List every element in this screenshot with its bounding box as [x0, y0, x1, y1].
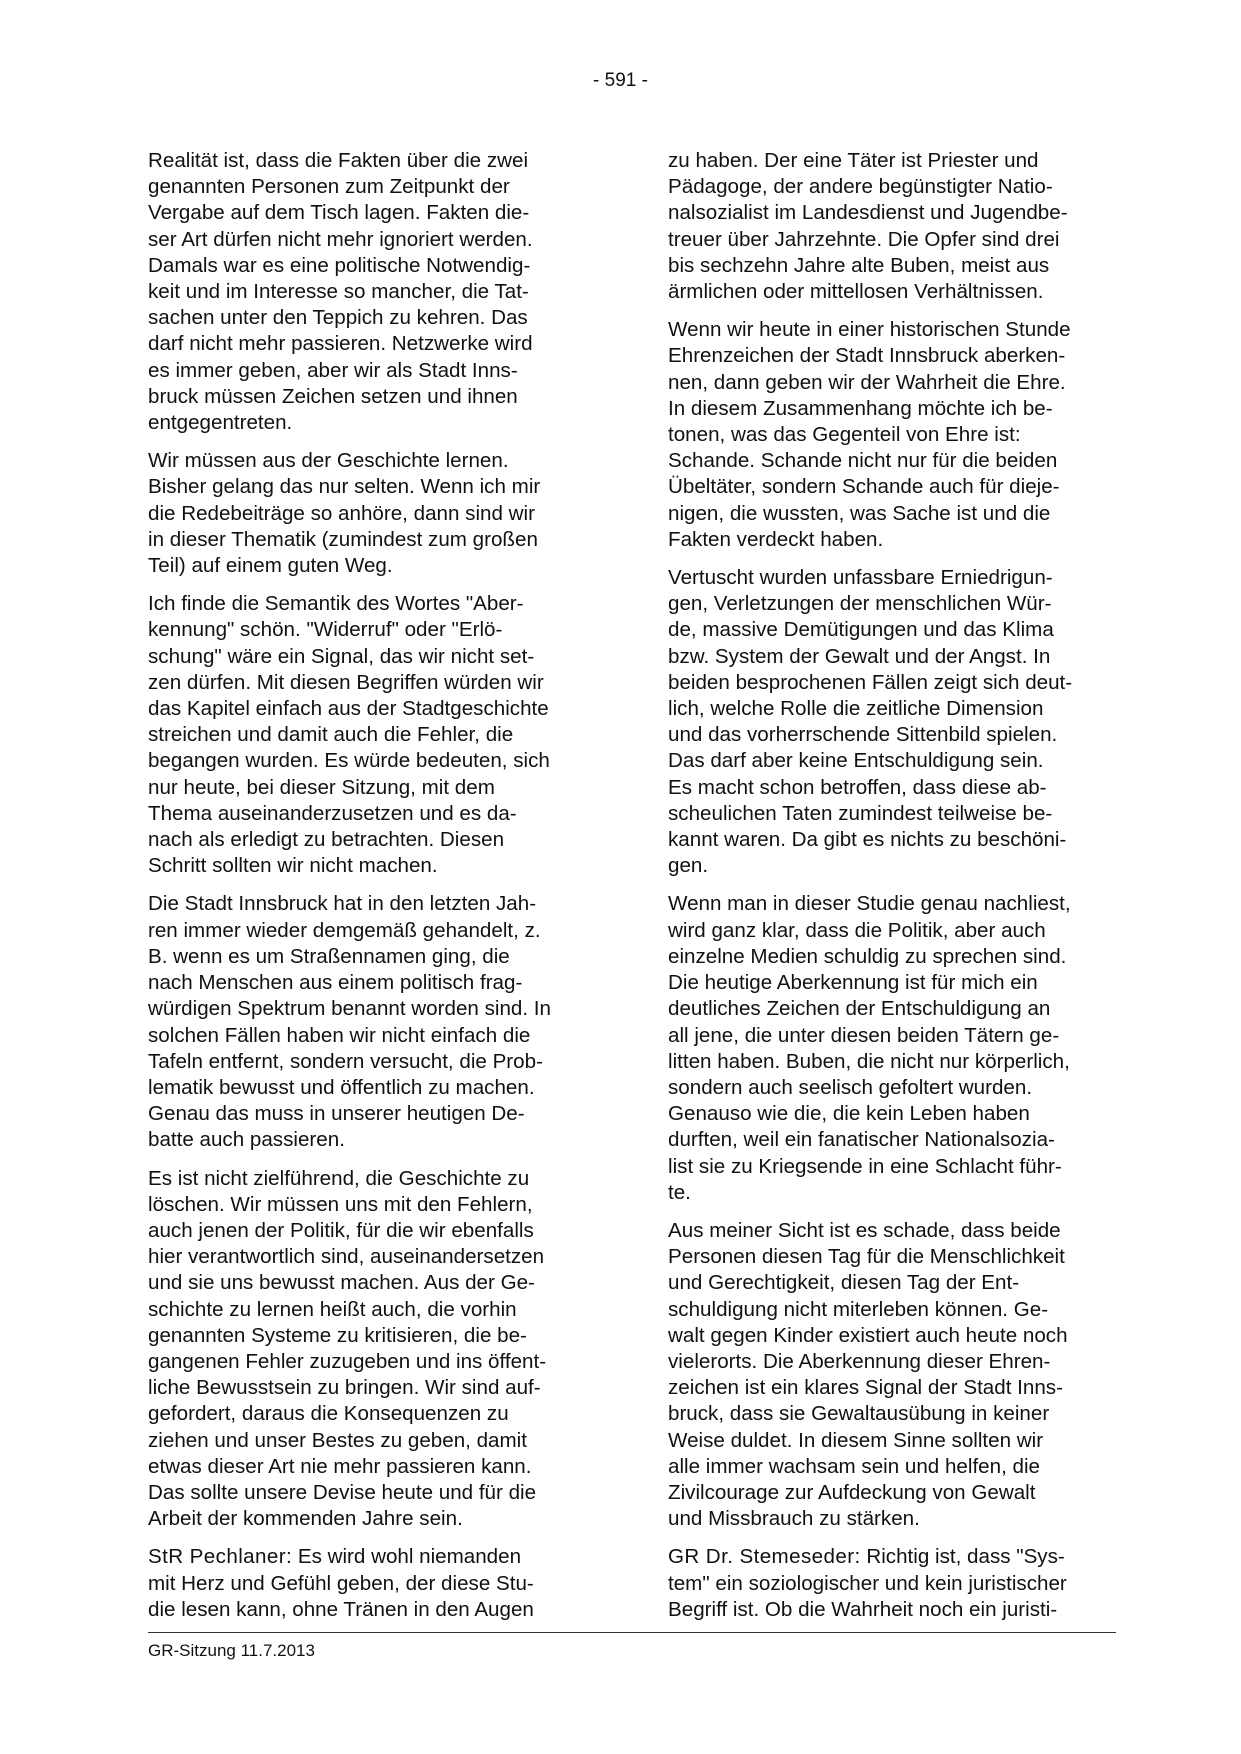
paragraph: Ich finde die Semantik des Wortes "Aber- kennung" schön. "Widerruf" oder "Erlö- schung" wäre ein Signal, das wir nicht set- zen dürfen. Mit diesen Begriffen würden wir das Kapitel einfach aus der Stadtgeschichte streichen und damit auch die Fehler, die begangen wurden. Es würde bedeuten, sich nur heute, bei dieser Sitzung, mit dem Thema auseinanderzusetzen und es da- nach als erledigt zu betrachten. Diesen Schritt sollten wir nicht machen. — [148, 592, 550, 878]
paragraph: Realität ist, dass die Fakten über die zwei genannten Personen zum Zeitpunkt der Vergabe auf dem Tisch lagen. Fakten die- ser Art dürfen nicht mehr ignoriert werden. Damals war es eine politische Notwendig- keit und im Interesse so mancher, die Tat- sachen unter den Teppich zu kehren. Das darf nicht mehr passieren. Netzwerke wird es immer geben, aber wir als Stadt Inns- bruck müssen Zeichen setzen und ihnen entgegentreten. — [148, 149, 533, 435]
page-number: - 591 - — [593, 70, 648, 91]
paragraph: zu haben. Der eine Täter ist Priester und Pädagoge, der andere begünstigter Natio- nalsozialist im Landesdienst und Jugendbe- treuer über Jahrzehnte. Die Opfer sind drei bis sechzehn Jahre alte Buben, meist aus ärmlichen oder mittellosen Verhältnissen. — [668, 149, 1068, 304]
right-column — [668, 148, 1128, 1635]
paragraph: Wir müssen aus der Geschichte lernen. Bisher gelang das nur selten. Wenn ich mir die Redebeiträge so anhöre, dann sind wir in dieser Thematik (zumindest zum großen Teil) auf einem guten Weg. — [148, 449, 541, 578]
left-column — [148, 148, 608, 1635]
speaker-name: GR Dr. Stemeseder: — [668, 1545, 861, 1569]
footer-session-date: GR-Sitzung 11.7.2013 — [148, 1641, 315, 1660]
speaker-text: Richtig ist, dass "Sys- tem" ein soziologischer und kein juristischer Begriff ist. Ob die Wahrheit noch ein juristi- — [668, 1545, 1067, 1621]
paragraph: Aus meiner Sicht ist es schade, dass beide Personen diesen Tag für die Menschlichkeit und Gerechtigkeit, diesen Tag der Ent- schuldigung nicht miterleben können. Ge- walt gegen Kinder existiert auch heute noch vielerorts. Die Aberkennung dieser Ehren- zeichen ist ein klares Signal der Stadt Inns- bruck, dass sie Gewaltausübung in keiner Weise duldet. In diesem Sinne sollten wir alle immer wachsam sein und helfen, die Zivilcourage zur Aufdeckung von Gewalt und Missbrauch zu stärken. — [668, 1218, 1068, 1531]
paragraph: Es ist nicht zielführend, die Geschichte zu löschen. Wir müssen uns mit den Fehlern, auch jenen der Politik, für die wir ebenfalls hier verantwortlich sind, auseinandersetzen und sie uns bewusst machen. Aus der Ge- schichte zu lernen heißt auch, die vorhin genannten Systeme zu kritisieren, die be- gangenen Fehler zuzugeben und ins öffent- liche Bewusstsein zu bringen. Wir sind auf- gefordert, daraus die Konsequenzen zu ziehen und unser Bestes zu geben, damit etwas dieser Art nie mehr passieren kann. Das sollte unsere Devise heute und für die Arbeit der kommenden Jahre sein. — [148, 1166, 547, 1531]
speaker-paragraph — [668, 1544, 1128, 1623]
paragraph: Die Stadt Innsbruck hat in den letzten Jah- ren immer wieder demgemäß gehandelt, z. B. wenn es um Straßennamen ging, die nach Menschen aus einem politisch frag- würdigen Spektrum benannt worden sind. In solchen Fällen haben wir nicht einfach die Tafeln entfernt, sondern versucht, die Prob- lematik bewusst und öffentlich zu machen. Genau das muss in unserer heutigen De- batte auch passieren. — [148, 892, 551, 1152]
paragraph: Wenn wir heute in einer historischen Stunde Ehrenzeichen der Stadt Innsbruck aberken- nen, dann geben wir der Wahrheit die Ehre. In diesem Zusammenhang möchte ich be- tonen, was das Gegenteil von Ehre ist: Schande. Schande nicht nur für die beiden Übeltäter, sondern Schande auch für dieje- nigen, die wussten, was Sache ist und die Fakten verdeckt haben. — [668, 318, 1071, 551]
speaker-name: StR Pechlaner: — [148, 1545, 293, 1569]
paragraph: Vertuscht wurden unfassbare Erniedrigun- gen, Verletzungen der menschlichen Wür- de, massive Demütigungen und das Klima bzw. System der Gewalt und der Angst. In beiden besprochenen Fällen zeigt sich deut- lich, welche Rolle die zeitliche Dimension und das vorherrschende Sittenbild spielen. Das darf aber keine Entschuldigung sein. Es macht schon betroffen, dass diese ab- scheulichen Taten zumindest teilweise be- kannt waren. Da gibt es nichts zu beschöni- gen. — [668, 566, 1073, 878]
speaker-paragraph — [148, 1544, 608, 1623]
speaker-text: Es wird wohl niemanden mit Herz und Gefühl geben, der diese Stu- die lesen kann, ohne Tränen in den Augen — [148, 1545, 534, 1621]
footer-divider — [148, 1632, 1116, 1633]
paragraph: Wenn man in dieser Studie genau nachliest, wird ganz klar, dass die Politik, aber auch einzelne Medien schuldig zu sprechen sind. Die heutige Aberkennung ist für mich ein deutliches Zeichen der Entschuldigung an all jene, die unter diesen beiden Tätern ge- litten haben. Buben, die nicht nur körperlich, sondern auch seelisch gefoltert wurden. Genauso wie die, die kein Leben haben durften, weil ein fanatischer Nationalsozia- list sie zu Kriegsende in eine Schlacht führ- te. — [668, 892, 1071, 1204]
